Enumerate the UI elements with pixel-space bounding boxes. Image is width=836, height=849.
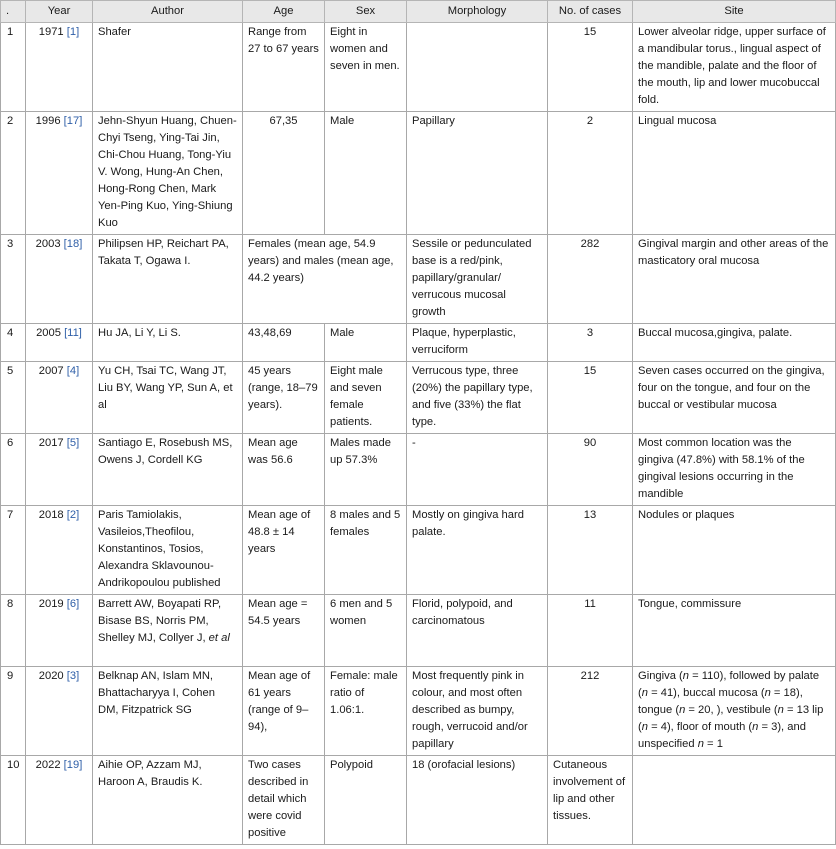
header-row xyxy=(1,1,836,23)
table-row xyxy=(1,756,836,845)
cell-age-sex: Females (mean age, 54.9 years) and males (mean age, 44.2 years) xyxy=(243,235,407,324)
cell-author: Santiago E, Rosebush MS, Owens J, Cordell KG xyxy=(93,434,243,506)
cell-site: Lower alveolar ridge, upper surface of a mandibular torus., lingual aspect of the mandible, palate and the floor of the mouth, lip and lower mucobuccal fold. xyxy=(633,23,836,112)
cell-sex: Eight in women and seven in men. xyxy=(325,23,407,112)
cell-cases: 15 xyxy=(548,23,633,112)
cell-morphology: Sessile or pedunculated base is a red/pink, papillary/granular/ verrucous mucosal growth xyxy=(407,235,548,324)
year-text: 2019 xyxy=(38,598,64,610)
table-row xyxy=(1,362,836,434)
cell-no: 3 xyxy=(1,235,26,324)
year-text: 2003 xyxy=(35,238,61,250)
header-no: . xyxy=(1,1,26,23)
cell-morphology: Most frequently pink in colour, and most often described as bumpy, rough, verrucoid and/or papillary xyxy=(407,667,548,756)
cell-site xyxy=(633,667,836,756)
cell-age: 45 years (range, 18–79 years). xyxy=(243,362,325,434)
cell-age: Two cases described in detail which were covid positive xyxy=(243,756,325,845)
cell-no: 5 xyxy=(1,362,26,434)
author-text: Barrett AW, Boyapati RP, Bisase BS, Norris PM, Shelley MJ, Collyer J, xyxy=(98,598,222,644)
table-row xyxy=(1,595,836,667)
cell-cases: Cutaneous involvement of lip and other tissues. xyxy=(548,756,633,845)
cell-no: 6 xyxy=(1,434,26,506)
cell-site: Buccal mucosa,gingiva, palate. xyxy=(633,324,836,362)
cell-site: Gingival margin and other areas of the masticatory oral mucosa xyxy=(633,235,836,324)
cell-author: Belknap AN, Islam MN, Bhattacharyya I, Cohen DM, Fitzpatrick SG xyxy=(93,667,243,756)
cell-age: Mean age of 48.8 ± 14 years xyxy=(243,506,325,595)
cell-sex: Eight male and seven female patients. xyxy=(325,362,407,434)
cell-site: Tongue, commissure xyxy=(633,595,836,667)
table-row xyxy=(1,23,836,112)
cell-no: 8 xyxy=(1,595,26,667)
table-row xyxy=(1,235,836,324)
cell-morphology: Mostly on gingiva hard palate. xyxy=(407,506,548,595)
cell-no: 10 xyxy=(1,756,26,845)
cell-sex: Males made up 57.3% xyxy=(325,434,407,506)
site-text: = 18), tongue ( xyxy=(638,687,803,716)
cell-year xyxy=(26,756,93,845)
cell-year xyxy=(26,434,93,506)
cell-author: Yu CH, Tsai TC, Wang JT, Liu BY, Wang YP, Sun A, et al xyxy=(93,362,243,434)
cell-morphology xyxy=(407,23,548,112)
site-text: = 1 xyxy=(703,738,723,750)
cell-morphology: Florid, polypoid, and carcinomatous xyxy=(407,595,548,667)
cell-sex: 8 males and 5 females xyxy=(325,506,407,595)
citation-link[interactable]: [2] xyxy=(66,509,80,521)
cell-year xyxy=(26,595,93,667)
cell-sex: 6 men and 5 women xyxy=(325,595,407,667)
n-symbol: n xyxy=(777,704,784,716)
cell-no: 4 xyxy=(1,324,26,362)
year-text: 1996 xyxy=(35,115,61,127)
cell-no: 1 xyxy=(1,23,26,112)
cell-morphology: Papillary xyxy=(407,112,548,235)
site-text: = 41), buccal mucosa ( xyxy=(647,687,765,699)
cell-year xyxy=(26,324,93,362)
header-site: Site xyxy=(633,1,836,23)
table-row xyxy=(1,506,836,595)
cell-sex: Female: male ratio of 1.06:1. xyxy=(325,667,407,756)
citation-link[interactable]: [19] xyxy=(63,759,83,771)
cell-author: Aihie OP, Azzam MJ, Haroon A, Braudis K. xyxy=(93,756,243,845)
cell-author: Paris Tamiolakis, Vasileios,Theofilou, Konstantinos, Tosios, Alexandra Sklavounou-Andrikopoulou published xyxy=(93,506,243,595)
citation-link[interactable]: [11] xyxy=(64,327,82,339)
citation-link[interactable]: [18] xyxy=(63,238,83,250)
citation-link[interactable]: [3] xyxy=(66,670,80,682)
cell-site: Seven cases occurred on the gingiva, four on the tongue, and four on the buccal or vestibular mucosa xyxy=(633,362,836,434)
n-symbol: n xyxy=(641,687,648,699)
cell-author: Philipsen HP, Reichart PA, Takata T, Ogawa I. xyxy=(93,235,243,324)
citation-link[interactable]: [6] xyxy=(66,598,80,610)
cell-cases: 282 xyxy=(548,235,633,324)
cell-site: Most common location was the gingiva (47.8%) with 58.1% of the gingival lesions occurring in the mandible xyxy=(633,434,836,506)
cell-no: 7 xyxy=(1,506,26,595)
cell-year xyxy=(26,667,93,756)
cell-morphology: Verrucous type, three (20%) the papillary type, and five (33%) the flat type. xyxy=(407,362,548,434)
citation-link[interactable]: [5] xyxy=(66,437,80,449)
cell-cases: 90 xyxy=(548,434,633,506)
cell-age: Range from 27 to 67 years xyxy=(243,23,325,112)
site-text: = 20, ), vestibule ( xyxy=(685,704,778,716)
table-row xyxy=(1,667,836,756)
site-text: = 4), floor of mouth ( xyxy=(647,721,753,733)
cell-no: 2 xyxy=(1,112,26,235)
site-text: Gingiva ( xyxy=(638,670,683,682)
cell-author xyxy=(93,595,243,667)
header-age: Age xyxy=(243,1,325,23)
header-cases: No. of cases xyxy=(548,1,633,23)
year-text: 2007 xyxy=(38,365,64,377)
year-text: 2017 xyxy=(38,437,64,449)
cell-cases: 15 xyxy=(548,362,633,434)
cell-author: Jehn-Shyun Huang, Chuen-Chyi Tseng, Ying-Tai Jin, Chi-Chou Huang, Tong-Yiu V. Wong, Hung-An Chen, Hong-Rong Chen, Mark Yen-Ping Kuo, Ying-Shiung Kuo xyxy=(93,112,243,235)
cell-year xyxy=(26,362,93,434)
n-symbol: n xyxy=(752,721,759,733)
cell-year xyxy=(26,23,93,112)
cell-cases: 13 xyxy=(548,506,633,595)
cell-cases: 2 xyxy=(548,112,633,235)
cell-year xyxy=(26,506,93,595)
n-symbol: n xyxy=(641,721,648,733)
header-author: Author xyxy=(93,1,243,23)
cell-year xyxy=(26,112,93,235)
cell-morphology: - xyxy=(407,434,548,506)
cell-sex: Male xyxy=(325,112,407,235)
n-symbol: n xyxy=(679,704,686,716)
header-sex: Sex xyxy=(325,1,407,23)
year-text: 2018 xyxy=(38,509,64,521)
table-row xyxy=(1,324,836,362)
cell-site xyxy=(633,756,836,845)
cell-age: 43,48,69 xyxy=(243,324,325,362)
cell-sex: Polypoid xyxy=(325,756,407,845)
cell-cases: 3 xyxy=(548,324,633,362)
n-symbol: n xyxy=(764,687,771,699)
cell-cases: 212 xyxy=(548,667,633,756)
cell-age: Mean age of 61 years (range of 9–94), xyxy=(243,667,325,756)
site-text: = 110), followed by palate ( xyxy=(638,670,820,699)
cell-author: Hu JA, Li Y, Li S. xyxy=(93,324,243,362)
cell-age: Mean age was 56.6 xyxy=(243,434,325,506)
table-row xyxy=(1,112,836,235)
cell-age: Mean age = 54.5 years xyxy=(243,595,325,667)
site-text: = 13 lip ( xyxy=(638,704,824,733)
cell-morphology: Plaque, hyperplastic, verruciform xyxy=(407,324,548,362)
cell-cases: 11 xyxy=(548,595,633,667)
et-al-text: et al xyxy=(208,632,230,644)
n-symbol: n xyxy=(697,738,704,750)
header-morphology: Morphology xyxy=(407,1,548,23)
cell-morphology: 18 (orofacial lesions) xyxy=(407,756,548,845)
header-year: Year xyxy=(26,1,93,23)
table-row xyxy=(1,434,836,506)
site-text: = 3), and unspecified xyxy=(638,721,806,750)
citation-link[interactable]: [1] xyxy=(66,26,80,38)
year-text: 1971 xyxy=(38,26,64,38)
cell-site: Lingual mucosa xyxy=(633,112,836,235)
year-text: 2020 xyxy=(38,670,64,682)
year-text: 2022 xyxy=(35,759,61,771)
cell-site: Nodules or plaques xyxy=(633,506,836,595)
citation-link[interactable]: [17] xyxy=(63,115,83,127)
citation-link[interactable]: [4] xyxy=(66,365,80,377)
cell-author: Shafer xyxy=(93,23,243,112)
year-text: 2005 xyxy=(36,327,61,339)
n-symbol: n xyxy=(682,670,690,682)
cell-year xyxy=(26,235,93,324)
cell-sex: Male xyxy=(325,324,407,362)
cell-age: 67,35 xyxy=(243,112,325,235)
cell-no: 9 xyxy=(1,667,26,756)
